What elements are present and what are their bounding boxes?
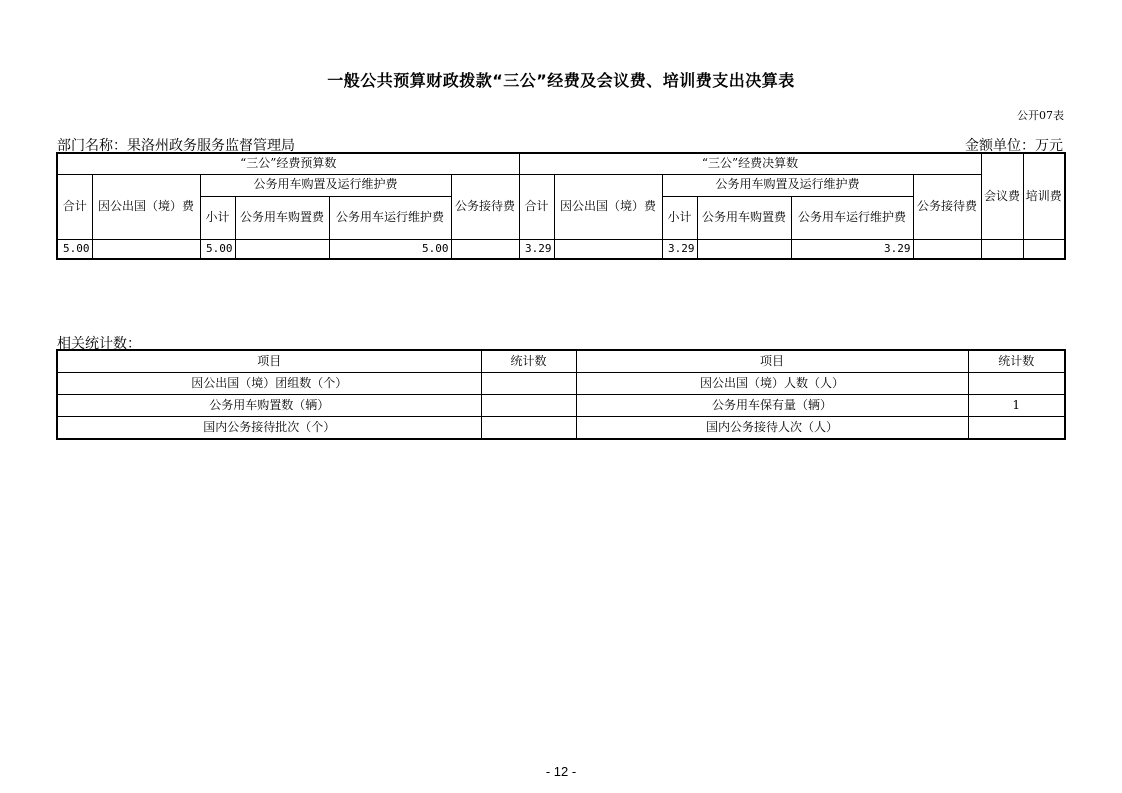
budget-reception-value: [451, 239, 519, 259]
table-row: [57, 417, 1065, 440]
budget-purchase-value: [235, 239, 329, 259]
stats-count: [481, 417, 576, 440]
actual-vehicle-group-header: 公务用车购置及运行维护费: [662, 174, 913, 196]
stats-count-header-left: 统计数: [481, 350, 576, 373]
budget-subtotal-value: 5.00: [200, 239, 235, 259]
table-row: [57, 395, 1065, 417]
form-number: 公开07表: [1017, 109, 1064, 122]
actual-subtotal-value: 3.29: [662, 239, 697, 259]
actual-operation-value: 3.29: [791, 239, 913, 259]
stats-item: 国内公务接待人次（人）: [576, 417, 968, 440]
stats-item: 因公出国（境）团组数（个）: [57, 373, 481, 395]
training-fee-value: [1023, 239, 1065, 259]
meeting-fee-value: [981, 239, 1023, 259]
stats-item: 国内公务接待批次（个）: [57, 417, 481, 440]
training-fee-header: 培训费: [1023, 153, 1065, 239]
actual-operation-header: 公务用车运行维护费: [791, 196, 913, 239]
stats-table: [56, 349, 1066, 440]
budget-total-value: 5.00: [57, 239, 92, 259]
actual-reception-value: [913, 239, 981, 259]
actual-abroad-header: 因公出国（境）费: [554, 174, 662, 239]
stats-count: [481, 373, 576, 395]
meeting-fee-header: 会议费: [981, 153, 1023, 239]
budget-abroad-header: 因公出国（境）费: [92, 174, 200, 239]
stats-item-header-right: 项目: [576, 350, 968, 373]
stats-item: 公务用车保有量（辆）: [576, 395, 968, 417]
budget-total-header: 合计: [57, 174, 92, 239]
budget-operation-value: 5.00: [329, 239, 451, 259]
table-row: [57, 373, 1065, 395]
budget-purchase-header: 公务用车购置费: [235, 196, 329, 239]
department-name: 部门名称：果洛州政务服务监督管理局: [57, 138, 295, 154]
budget-operation-header: 公务用车运行维护费: [329, 196, 451, 239]
stats-count: [481, 395, 576, 417]
stats-count: [968, 373, 1065, 395]
stats-section-label: 相关统计数：: [57, 336, 141, 352]
stats-item-header-left: 项目: [57, 350, 481, 373]
report-title: 一般公共预算财政拨款“三公”经费及会议费、培训费支出决算表: [327, 71, 795, 90]
stats-count: 1: [968, 395, 1065, 417]
actual-header: “三公”经费决算数: [519, 153, 981, 174]
budget-subtotal-header: 小计: [200, 196, 235, 239]
budget-header: “三公”经费预算数: [57, 153, 519, 174]
actual-total-header: 合计: [519, 174, 554, 239]
amount-unit: 金额单位：万元: [965, 138, 1063, 154]
expenditure-table: [56, 152, 1066, 260]
actual-total-value: 3.29: [519, 239, 554, 259]
stats-count: [968, 417, 1065, 440]
actual-reception-header: 公务接待费: [913, 174, 981, 239]
stats-item: 公务用车购置数（辆）: [57, 395, 481, 417]
budget-reception-header: 公务接待费: [451, 174, 519, 239]
actual-purchase-value: [697, 239, 791, 259]
actual-subtotal-header: 小计: [662, 196, 697, 239]
table-row: [57, 239, 1065, 259]
budget-abroad-value: [92, 239, 200, 259]
actual-abroad-value: [554, 239, 662, 259]
stats-count-header-right: 统计数: [968, 350, 1065, 373]
actual-purchase-header: 公务用车购置费: [697, 196, 791, 239]
stats-item: 因公出国（境）人数（人）: [576, 373, 968, 395]
page-number: - 12 -: [545, 764, 577, 779]
budget-vehicle-group-header: 公务用车购置及运行维护费: [200, 174, 451, 196]
